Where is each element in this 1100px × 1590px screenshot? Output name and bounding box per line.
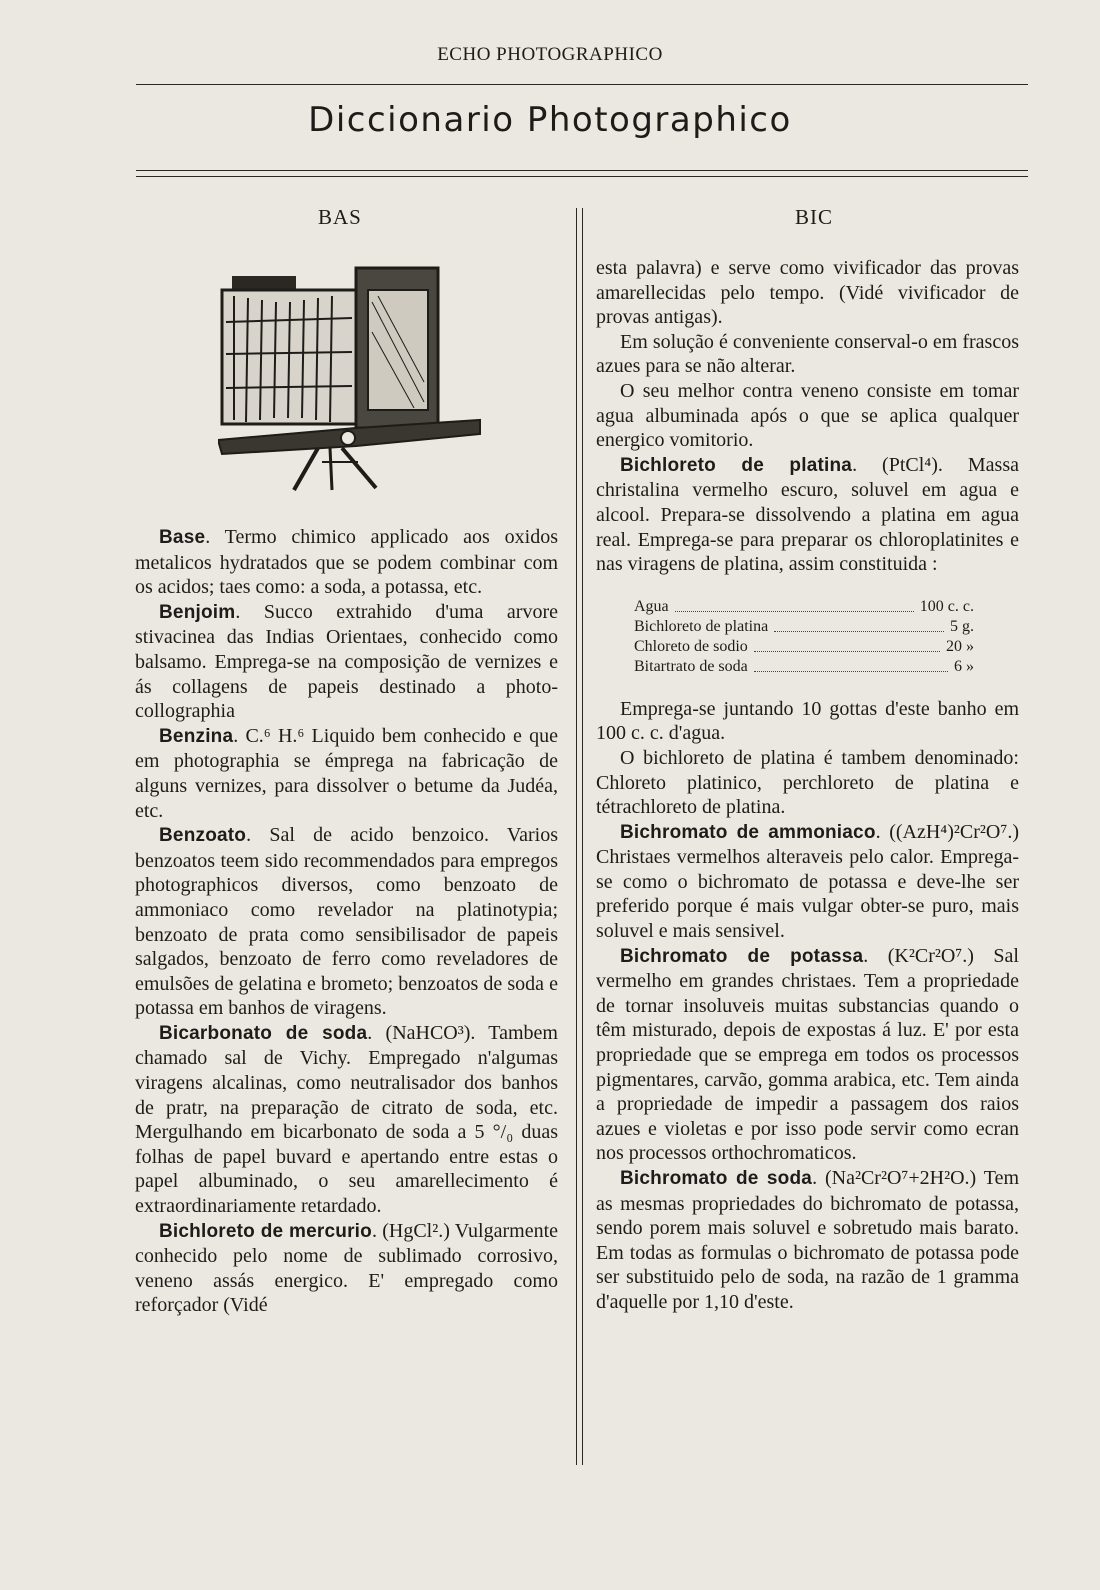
entry	[135, 600, 558, 724]
headword: Bichromato de potassa	[620, 945, 864, 967]
running-head: ECHO PHOTOGRAPHICO	[437, 44, 663, 65]
entry	[596, 453, 1019, 577]
entry	[135, 724, 558, 823]
entry-text: . (PtCl⁴). Massa christalina vermelho escuro, soluvel em agua e alcool. Prepara-se dissolvendo a platina em agua real. Emprega-se para preparar os chloroplatinites e nas viragens de platina, assim constituida :	[596, 453, 1019, 576]
headword: Bichloreto de platina	[620, 454, 853, 476]
entry-text: . (HgCl².) Vulgarmente conhecido pelo nome de sublimado corrosivo, veneno assás energico. E' empregado como reforçador (Vidé	[135, 1219, 559, 1317]
headword: Base	[159, 527, 206, 548]
right-column	[596, 256, 1019, 1315]
recipe-qty: 6 »	[954, 657, 974, 675]
recipe-table	[634, 597, 974, 677]
entry-text: . (K²Cr²O⁷.) Sal vermelho em grandes christaes. Tem a propriedade de tornar insoluveis muitas substancias quando o têm misturado, depois de expostas á luz. E' por esta propriedade que se emprega em todos os processos pigmentares, carvão, gomma arabica, etc. Tem ainda a propriedade de impedir a passagem dos raios azues e violetas e por isso pode servir como ecran nos processos orthochromaticos.	[596, 944, 1019, 1165]
entry	[596, 1166, 1019, 1315]
recipe-row	[634, 657, 974, 677]
paragraph: O seu melhor contra veneno consiste em tomar agua albuminada após o que se aplica qualquer energico vomitorio.	[596, 379, 1019, 452]
right-column-head: BIC	[795, 205, 834, 229]
page-title: Diccionario Photographico	[308, 100, 792, 140]
headword: Benjoim	[159, 601, 236, 623]
recipe-row	[634, 637, 974, 657]
entry-text: . ((AzH⁴)²Cr²O⁷.) Christaes vermelhos alteraveis pelo calor. Emprega-se como o bichromato de potassa e deve-lhe ser preferido porque é mais vulgar obter-se puro, mais soluvel e mais sensivel.	[596, 820, 1019, 943]
entry	[135, 1021, 558, 1219]
paragraph: Em solução é conveniente conserval-o em frascos azues para se não alterar.	[596, 330, 1019, 378]
recipe-row	[634, 597, 974, 617]
entry-text: . C.⁶ H.⁶ Liquido bem conhecido e que em photographia se émprega na fabricação de alguns vernizes, para dissolver o betume da Judéa, etc.	[135, 724, 558, 822]
headword: Benzoato	[159, 825, 247, 847]
entry-text: . Termo chimico applicado aos oxidos metalicos hydratados que se podem combinar com os acidos; taes como: a soda, a potassa, etc.	[135, 526, 558, 599]
top-rule	[136, 84, 1028, 85]
recipe-item: Bitartrato de soda	[634, 657, 748, 675]
headword: Bichromato de ammoniaco	[620, 821, 876, 843]
headword: Bichromato de soda	[620, 1168, 813, 1189]
recipe-row	[634, 617, 974, 637]
entry	[135, 525, 558, 600]
paragraph: Emprega-se juntando 10 gottas d'este banho em 100 c. c. d'agua.	[596, 697, 1019, 745]
headword: Bichloreto de mercurio	[159, 1220, 372, 1242]
headword: Bicarbonato de soda	[159, 1022, 368, 1044]
recipe-qty: 5 g.	[950, 617, 974, 635]
entry	[596, 944, 1019, 1166]
recipe-item: Chloreto de sodio	[634, 637, 748, 655]
headword: Benzina	[159, 725, 234, 747]
entry-text: . Succo extrahido d'uma arvore stivacinea das Indias Orientaes, conhecido como balsamo. Emprega-se na composição de vernizes e ás collagens de papeis destinado a photo-collographia	[135, 600, 558, 723]
recipe-item: Agua	[634, 597, 669, 615]
entry	[135, 1219, 558, 1318]
entry-text: . (Na²Cr²O⁷+2H²O.) Tem as mesmas propriedades do bichromato de potassa, sendo porem mais soluvel e sobretudo mais barato. Em todas as formulas o bichromato de potassa pode ser substituido pelo de soda, na razão de 1 gramma d'aquelle por 1,10 d'este.	[596, 1167, 1020, 1313]
title-rule-lower	[136, 176, 1028, 177]
camera-illustration	[218, 262, 488, 494]
recipe-qty: 20 »	[946, 637, 974, 655]
paragraph: esta palavra) e serve como vivificador das provas amarellecidas pelo tempo. (Vidé vivificador de provas antigas).	[596, 257, 1019, 329]
entry-text: . Sal de acido benzoico. Varios benzoatos teem sido recommendados para empregos photographicos diversos, como benzoato de ammoniaco como revelador na platinotypia; benzoato de prata como sensibilisador de papeis salgados, benzoato de ferro como reveladores de emulsões de gelatina e brometo; benzoatos de soda e potassa em banhos de viragens.	[135, 824, 558, 1020]
left-column-head: BAS	[318, 205, 362, 229]
entry	[596, 820, 1019, 944]
entry-text: . (NaHCO³). Tambem chamado sal de Vichy. Empregado n'algumas viragens alcalinas, como neutralisador dos banhos de pratr, na preparação de citrato de soda, etc. Mergulhando em bicarbonato de soda a 5 °/₀ duas folhas de papel buvard e apertando entre estas o papel albuminado, o seu amarellecimento é extraordinariamente retardado.	[135, 1021, 558, 1218]
title-rule-upper	[136, 170, 1028, 171]
entry	[135, 823, 558, 1021]
column-divider	[576, 208, 577, 1465]
column-divider	[582, 208, 583, 1465]
recipe-item: Bichloreto de platina	[634, 617, 769, 635]
recipe-qty: 100 c. c.	[919, 597, 974, 615]
paragraph: O bichloreto de platina é tambem denominado: Chloreto platinico, perchloreto de platina e tétrachloreto de platina.	[596, 746, 1019, 819]
left-column	[135, 525, 558, 1318]
